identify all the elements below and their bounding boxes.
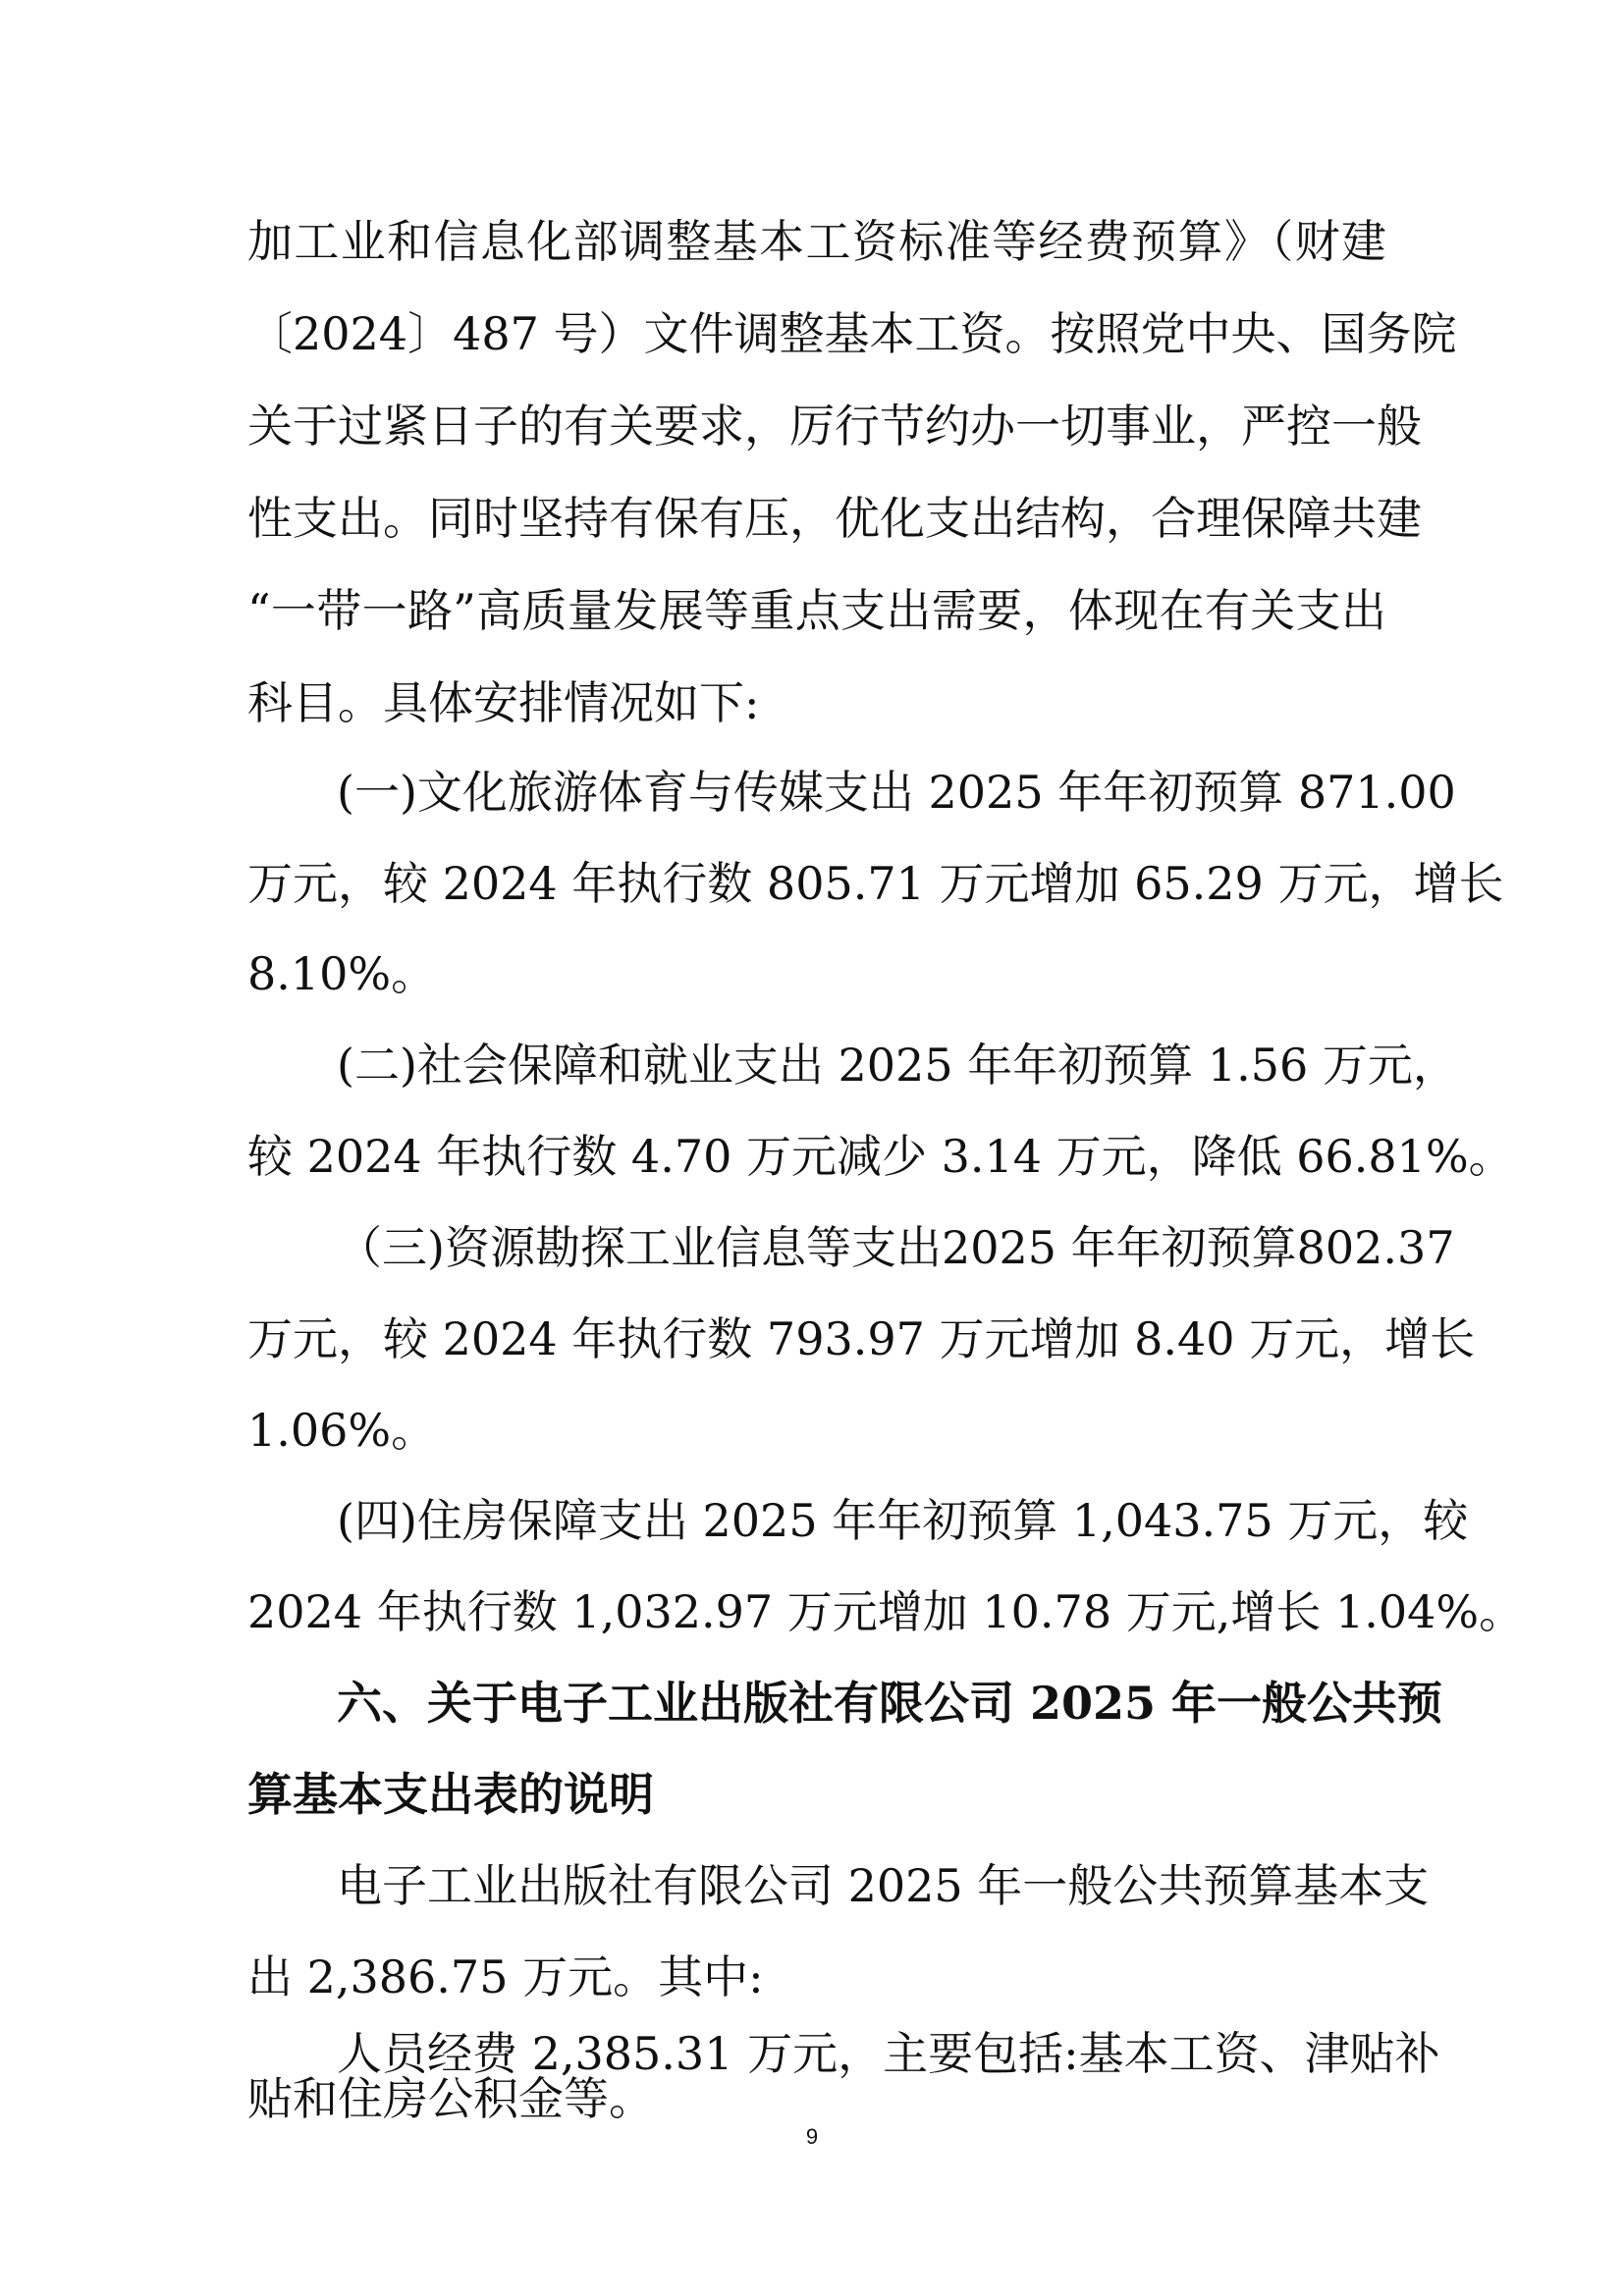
section-heading: 算基本支出表的说明 bbox=[247, 1768, 654, 1821]
paragraph-line: 电子工业出版社有限公司 2025 年一般公共预算基本支 bbox=[337, 1859, 1430, 1912]
paragraph-line: 科目。具体安排情况如下: bbox=[247, 676, 760, 729]
section-line-resources: 1.06%。 bbox=[247, 1404, 437, 1457]
section-line-housing: (四)住房保障支出 2025 年年初预算 1,043.75 万元，较 bbox=[337, 1494, 1469, 1547]
page-number: 9 bbox=[805, 2124, 819, 2149]
section-line-resources: 万元，较 2024 年执行数 793.97 万元增加 8.40 万元，增长 bbox=[247, 1312, 1476, 1365]
paragraph-line: 贴和住房公积金等。 bbox=[247, 2072, 654, 2125]
section-line-social-security: 较 2024 年执行数 4.70 万元减少 3.14 万元，降低 66.81%。 bbox=[247, 1130, 1514, 1183]
paragraph-line: 关于过紧日子的有关要求，厉行节约办一切事业，严控一般 bbox=[247, 400, 1422, 453]
section-line-housing: 2024 年执行数 1,032.97 万元增加 10.78 万元,增长 1.04%。 bbox=[247, 1585, 1525, 1638]
section-line-culture: (一)文化旅游体育与传媒支出 2025 年年初预算 871.00 bbox=[337, 766, 1456, 819]
section-line-culture: 8.10%。 bbox=[247, 947, 437, 1000]
paragraph-line: 加工业和信息化部调整基本工资标准等经费预算》（财建 bbox=[247, 215, 1386, 268]
section-line-social-security: (二)社会保障和就业支出 2025 年年初预算 1.56 万元， bbox=[337, 1039, 1458, 1092]
section-line-resources: （三)资源勘探工业信息等支出2025 年年初预算802.37 bbox=[337, 1221, 1455, 1274]
paragraph-line: “一带一路”高质量发展等重点支出需要，体现在有关支出 bbox=[247, 584, 1386, 637]
paragraph-line: 〔2024〕487 号）文件调整基本工资。按照党中央、国务院 bbox=[247, 307, 1457, 360]
section-heading: 六、关于电子工业出版社有限公司 2025 年一般公共预 bbox=[337, 1677, 1443, 1730]
paragraph-line: 出 2,386.75 万元。其中: bbox=[247, 1950, 764, 2003]
section-line-culture: 万元，较 2024 年执行数 805.71 万元增加 65.29 万元，增长 bbox=[247, 857, 1504, 910]
paragraph-line: 性支出。同时坚持有保有压，优化支出结构，合理保障共建 bbox=[247, 492, 1422, 545]
paragraph-line: 人员经费 2,385.31 万元，主要包括:基本工资、津贴补 bbox=[337, 2027, 1440, 2080]
